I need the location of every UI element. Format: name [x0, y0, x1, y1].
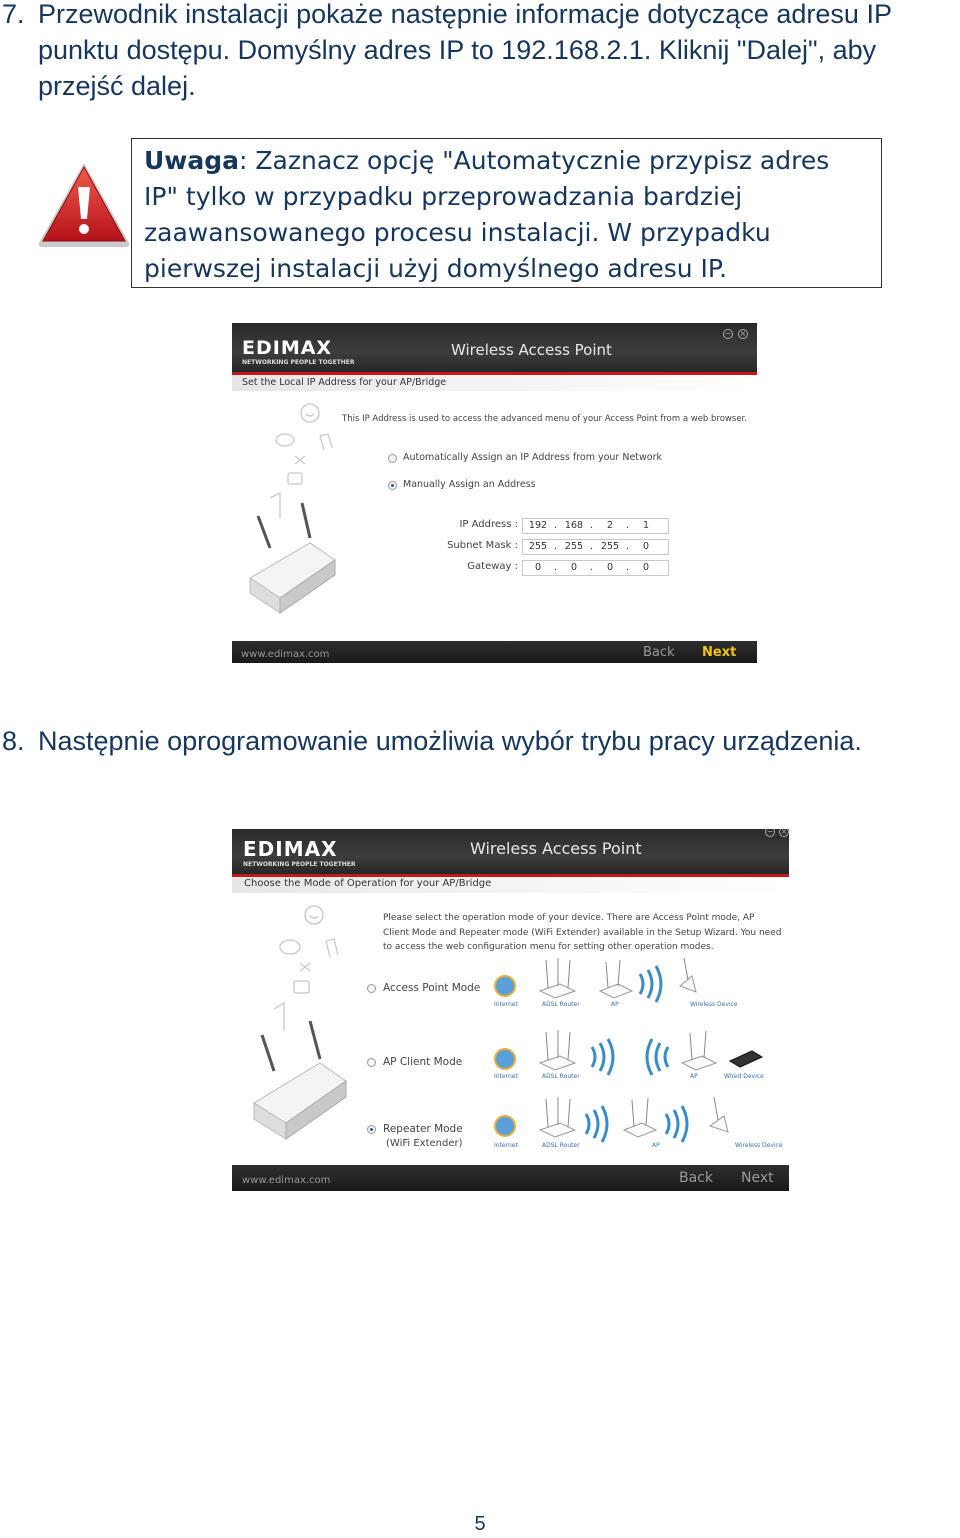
diagram-label: Wired Device: [724, 1073, 764, 1080]
wizard-subtitle-bar: [232, 877, 789, 893]
footer-url[interactable]: www.edimax.com: [242, 1175, 331, 1186]
next-button[interactable]: Next: [741, 1170, 774, 1186]
diagram-label: Internet: [494, 1142, 518, 1149]
step-text: Przewodnik instalacji pokaże następnie informacje dotyczące adresu IP punktu dostępu. Domyślny adres IP to 192.168.2.1. Kliknij "Dalej", aby przejść dalej.: [38, 0, 892, 101]
wizard-subtitle: Set the Local IP Address for your AP/Bridge: [242, 377, 447, 388]
product-title: Wireless Access Point: [470, 839, 642, 858]
repeater-diagram: [490, 1094, 770, 1144]
wizard-subtitle: Choose the Mode of Operation for your AP/Bridge: [244, 878, 492, 889]
diagram-label: ADSL Router: [542, 1142, 580, 1149]
diagram-label: ADSL Router: [542, 1001, 580, 1008]
radio-manual-assign-label: Manually Assign an Address: [403, 479, 536, 490]
diagram-label: AP: [690, 1073, 698, 1080]
diagram-label: Wireless Device: [735, 1142, 783, 1149]
note-box: [131, 138, 882, 288]
close-icon[interactable]: ×: [780, 829, 788, 836]
wizard-footer: [232, 1165, 789, 1191]
ap-client-mode-label: AP Client Mode: [383, 1056, 463, 1068]
ip-address-label: IP Address :: [459, 519, 518, 530]
repeater-mode-label: Repeater Mode: [383, 1123, 463, 1135]
radio-manual-assign[interactable]: [388, 481, 397, 490]
wizard-footer: [232, 641, 757, 663]
ap-client-diagram: [490, 1027, 770, 1077]
step-number: 7.: [2, 0, 25, 29]
diagram-label: AP: [652, 1142, 660, 1149]
ip-address-field[interactable]: 192 . 168 . 2 . 1: [522, 518, 669, 534]
edimax-logo: EDIMAX NETWORKING PEOPLE TOGETHER: [243, 837, 356, 868]
back-button[interactable]: Back: [679, 1170, 713, 1186]
step-text: Następnie oprogramowanie umożliwia wybór trybu pracy urządzenia.: [38, 726, 862, 756]
device-illustration: [242, 899, 362, 1149]
minimize-icon[interactable]: −: [724, 329, 732, 338]
minimize-icon[interactable]: −: [766, 829, 774, 836]
access-point-diagram: [490, 956, 750, 1006]
back-button[interactable]: Back: [643, 645, 675, 660]
access-point-mode-label: Access Point Mode: [383, 982, 481, 994]
note-label: Uwaga: [144, 146, 240, 175]
ip-info-text: This IP Address is used to access the advanced menu of your Access Point from a web browser.: [342, 414, 747, 424]
diagram-label: Wireless Device: [690, 1001, 738, 1008]
radio-access-point-mode[interactable]: [367, 984, 376, 993]
screenshot-ip-settings: [232, 323, 757, 663]
diagram-label: ADSL Router: [542, 1073, 580, 1080]
screenshot-operation-mode: [232, 829, 789, 1191]
wizard-subtitle-bar: [232, 375, 757, 391]
subnet-mask-field[interactable]: 255 . 255 . 255 . 0: [522, 539, 669, 555]
diagram-label: AP: [611, 1001, 619, 1008]
product-title: Wireless Access Point: [451, 341, 612, 359]
radio-repeater-mode[interactable]: [367, 1125, 376, 1134]
next-button[interactable]: Next: [702, 645, 737, 660]
step-8: [0, 723, 960, 763]
diagram-label: Internet: [494, 1001, 518, 1008]
radio-auto-assign[interactable]: [388, 454, 397, 463]
edimax-logo: EDIMAX NETWORKING PEOPLE TOGETHER: [242, 337, 355, 366]
step-7: [0, 0, 960, 108]
gateway-label: Gateway :: [467, 561, 518, 572]
diagram-label: Internet: [494, 1073, 518, 1080]
footer-url[interactable]: www.edimax.com: [241, 649, 330, 660]
step-number: 8.: [2, 726, 25, 756]
mode-info-text: Please select the operation mode of your device. There are Access Point mode, AP Client Mode and Repeater mode (WiFi Extender) available in the Setup Wizard. You need to access the web configuration menu for setting other operation modes.: [383, 913, 782, 952]
device-illustration: [240, 398, 350, 628]
note-text: : Zaznacz opcję "Automatycznie przypisz adres IP" tylko w przypadku przeprowadzania bardziej zaawansowanego procesu instalacji. W przypadku pierwszej instalacji użyj domyślnego adresu IP.: [144, 146, 830, 283]
repeater-mode-sublabel: (WiFi Extender): [386, 1138, 463, 1149]
gateway-field[interactable]: 0 . 0 . 0 . 0: [522, 560, 669, 576]
close-icon[interactable]: ×: [739, 329, 747, 338]
radio-ap-client-mode[interactable]: [367, 1058, 376, 1067]
warning-icon: [36, 157, 132, 253]
radio-auto-assign-label: Automatically Assign an IP Address from your Network: [403, 452, 663, 463]
subnet-mask-label: Subnet Mask :: [447, 540, 518, 551]
page-number: 5: [474, 1513, 486, 1535]
